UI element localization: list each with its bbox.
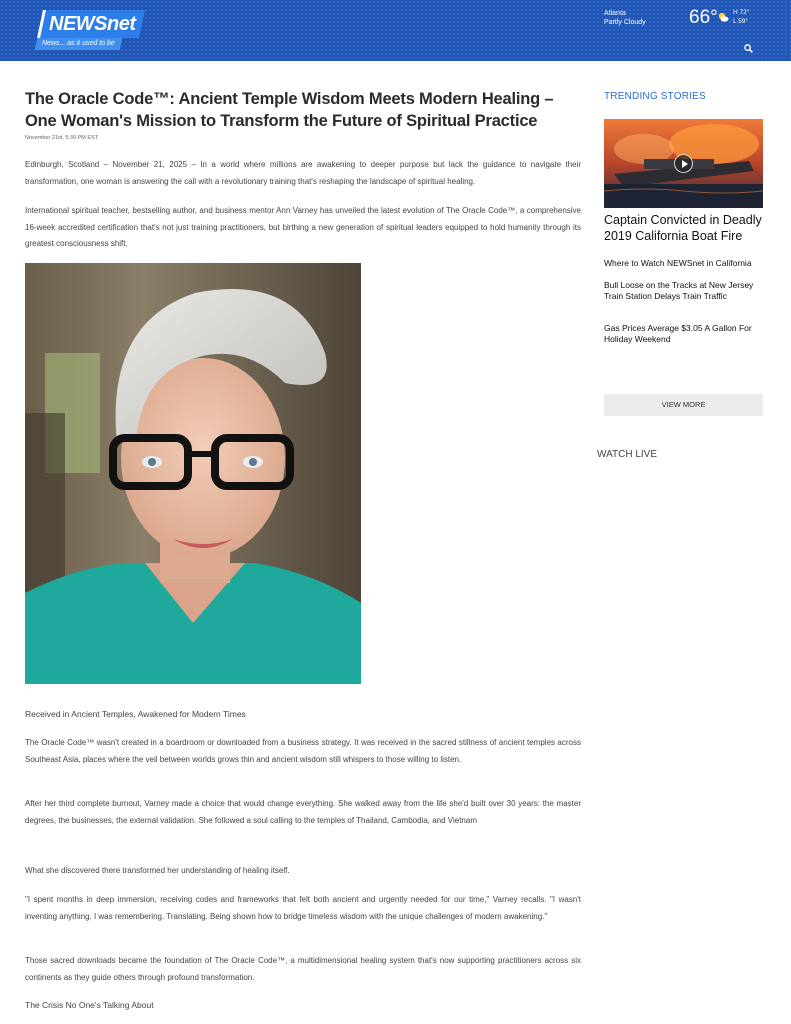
article-paragraph: Those sacred downloads became the foundation of The Oracle Code™, a multidimensional healing system that's now supporting practitioners across six continents as they guide others through profound transformation. [25, 956, 581, 982]
play-icon[interactable] [674, 154, 693, 173]
partly-cloudy-icon [717, 11, 729, 23]
trending-feature-title[interactable]: Captain Convicted in Deadly 2019 California Boat Fire [604, 213, 762, 243]
newsnet-logo[interactable] [36, 10, 136, 50]
article-paragraph: Edinburgh, Scotland – November 21, 2025 – In a world where millions are awakening to deeper purpose but lack the guidance to navigate their transformation, one woman is answering the call with a revolutionary training that's reshaping the landscape of spiritual healing. [25, 160, 581, 186]
weather-high: H 72° [733, 9, 750, 16]
article-paragraph: The Oracle Code™ wasn't created in a boardroom or downloaded from a business strategy. It was received in the sacred stillness of ancient temples across Southeast Asia, places where the veil between worlds grows thin and ancient wisdom still whispers to those willing to listen. [25, 738, 581, 764]
weather-temperature: 66° [689, 7, 718, 28]
trending-link[interactable]: Bull Loose on the Tracks at New Jersey Train Station Delays Train Traffic [604, 280, 754, 301]
article-paragraph: After her third complete burnout, Varney made a choice that would change everything. She walked away from the life she'd built over 30 years: the master degrees, the businesses, the external validation. She followed a soul calling to the temples of Thailand, Cambodia, and Vietnam [25, 799, 581, 825]
article-title: The Oracle Code™: Ancient Temple Wisdom Meets Modern Healing – One Woman's Mission to Transform the Future of Spiritual Practice [25, 90, 554, 130]
author-photo [25, 263, 361, 684]
trending-stories-heading: TRENDING STORIES [604, 91, 706, 102]
logo-text: NEWSnet [49, 13, 136, 35]
article-subheading: Received in Ancient Temples, Awakened for Modern Times [25, 709, 246, 719]
article-paragraph: International spiritual teacher, bestselling author, and business mentor Ann Varney has unveiled the latest evolution of The Oracle Code™, a comprehensive 16-week accredited certification that's not just training practitioners, but birthing a new generation of spiritual leaders equipped to hold humanity through its greatest consciousness shift. [25, 206, 581, 248]
article-paragraph: What she discovered there transformed her understanding of healing itself. [25, 866, 290, 875]
weather-low: L 59° [733, 18, 749, 25]
view-more-button[interactable]: VIEW MORE [604, 394, 763, 416]
weather-city: Atlanta [604, 10, 626, 17]
article-date: November 21st, 5:39 PM EST [25, 135, 99, 141]
trending-link[interactable]: Gas Prices Average $3.05 A Gallon For Holiday Weekend [604, 323, 752, 344]
search-icon[interactable] [744, 44, 753, 53]
logo-tagline: News... as it used to be [42, 40, 115, 47]
weather-condition: Partly Cloudy [604, 19, 646, 26]
portrait-image [25, 263, 361, 684]
watch-live-heading: WATCH LIVE [597, 449, 658, 460]
trending-link[interactable]: Where to Watch NEWSnet in California [604, 258, 752, 268]
article-subheading: The Crisis No One's Talking About [25, 1000, 154, 1010]
article-paragraph: "I spent months in deep immersion, receiving codes and frameworks that felt both ancient and urgently needed for our time," Varney recalls. "I wasn't inventing anything. I was remembering. Translating. Being shown how to bridge timeless wisdom with the unique challenges of modern awakening." [25, 895, 581, 921]
site-header [0, 0, 791, 61]
